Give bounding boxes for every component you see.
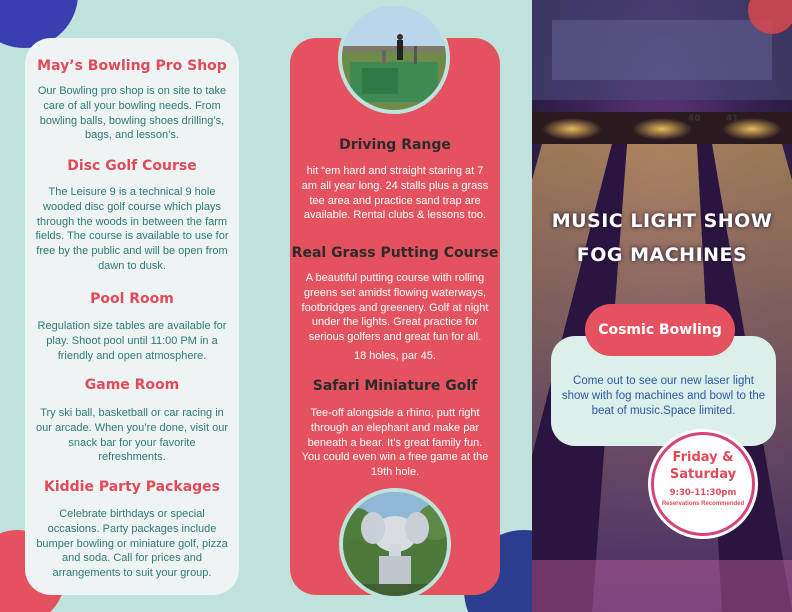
driving-range-photo — [338, 2, 450, 114]
cosmic-bowling-title: Cosmic Bowling — [585, 304, 735, 356]
badge-days: Friday & Saturday — [669, 450, 737, 482]
elephant-statue-photo — [339, 488, 451, 600]
lane-number: 41 — [726, 114, 739, 124]
section-body: hit “em hard and straight staring at 7 am all year long. 24 stalls plus a grass tee area and practice sand trap are available. Rental clubs & lessons too. — [301, 165, 489, 222]
section-title: Kiddie Party Packages — [43, 479, 221, 495]
schedule-badge — [651, 432, 755, 536]
cosmic-bowling-description: Come out to see our new laser light show with fog machines and bowl to the beat of music.Space limited. — [561, 375, 766, 417]
section-title: Pool Room — [90, 291, 174, 307]
lane-number: 40 — [688, 114, 701, 124]
section-body: Our Bowling pro shop is on site to take care of all your bowling needs. From bowling balls, bowling shoes drilling’s, bags, and lesson’s. — [37, 85, 227, 142]
headline-line-1: MUSIC LIGHT SHOW — [551, 210, 773, 232]
section-title: Driving Range — [339, 137, 451, 153]
section-title: Disc Golf Course — [67, 158, 197, 174]
section-title: Game Room — [84, 377, 180, 393]
section-body: Regulation size tables are available for play. Shoot pool until 11:00 PM in a friendly and open atmosphere. — [37, 320, 227, 362]
section-extra: 18 holes, par 45. — [354, 350, 436, 362]
section-body: Celebrate birthdays or special occasions. Party packages include bumper bowling or miniature golf, pizza and soda. Call for prices and arrangements to suit your group. — [36, 508, 228, 580]
section-title: May’s Bowling Pro Shop — [37, 58, 227, 74]
badge-note: Reservations Recommended — [661, 501, 745, 507]
section-title: Real Grass Putting Course — [291, 245, 499, 261]
headline-line-2: FOG MACHINES — [576, 244, 748, 266]
section-body: Try ski ball, basketball or car racing in our arcade. When you’re done, visit our snack bar for your favorite refreshments. — [36, 407, 228, 464]
section-body: A beautiful putting course with rolling greens set amidst flowing waterways, footbridges and greenery. Golf at night under the lights. Great practice for serious golfers and great fun for all. — [301, 272, 489, 344]
badge-time: 9:30-11:30pm — [669, 488, 737, 498]
section-title: Safari Miniature Golf — [312, 378, 478, 394]
section-body: The Leisure 9 is a technical 9 hole wooded disc golf course which plays through the woods in between the farm fields. The course is available to use for free by the public and will be open from dawn to dusk. — [35, 186, 229, 272]
services-card — [25, 38, 239, 595]
section-body: Tee-off alongside a rhino, putt right through an elephant and make par beneath a bear. It’s great family fun. You could even win a free game at the 19th hole. — [301, 407, 489, 479]
